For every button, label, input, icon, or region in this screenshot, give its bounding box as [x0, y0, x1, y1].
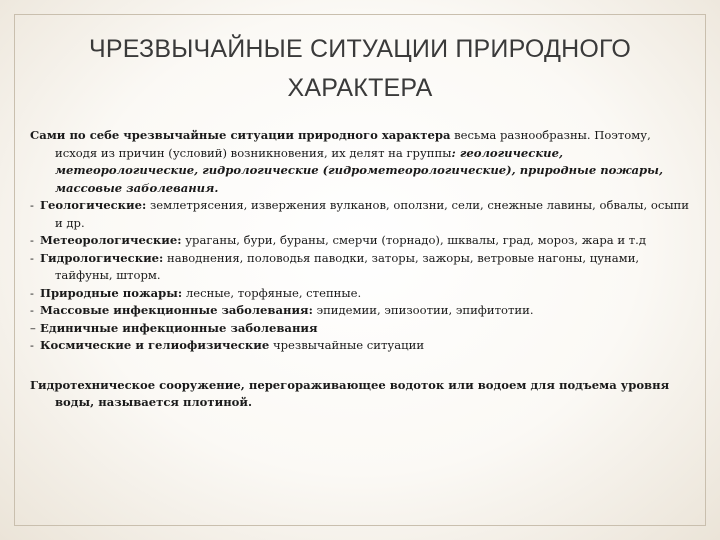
- list-item-term: Гидрологические:: [40, 250, 164, 265]
- list-item-text: чрезвычайные ситуации: [269, 338, 425, 352]
- intro-groups: : геологические, метеорологические, гидрологические (гидрометеорологические), природные пожары, массовые заболевания.: [55, 145, 663, 195]
- list-dash: -: [30, 285, 34, 300]
- list-item: [30, 320, 696, 338]
- list-dash: –: [30, 320, 36, 335]
- slide-body: [30, 127, 696, 412]
- list-item-text: лесные, торфяные, степные.: [182, 285, 362, 300]
- slide-title-line-1: ЧРЕЗВЫЧАЙНЫЕ СИТУАЦИИ ПРИРОДНОГО: [88, 35, 632, 63]
- spacer: [30, 355, 696, 377]
- list-item: [30, 250, 696, 285]
- list-dash: -: [30, 303, 34, 317]
- list-item-term: Природные пожары:: [40, 285, 183, 300]
- list-item-text: эпидемии, эпизоотии, эпифитотии.: [312, 303, 534, 317]
- list-item-term: Массовые инфекционные заболевания:: [40, 303, 313, 317]
- list-dash: -: [30, 250, 34, 265]
- slide-title: [30, 30, 690, 108]
- list-dash: -: [30, 233, 34, 247]
- list-item: [30, 197, 696, 232]
- list-item-text: землетрясения, извержения вулканов, оползни, сели, снежные лавины, обвалы, осыпи и др.: [55, 198, 689, 230]
- list-item-text: ураганы, бури, бураны, смерчи (торнадо), шквалы, град, мороз, жара и т.д: [181, 233, 646, 247]
- list-item-term: Космические и гелиофизические: [40, 338, 270, 352]
- intro-text: весьма разнообразны. Поэтому, исходя из причин (условий) возникновения, их делят на группы: [55, 128, 651, 160]
- list-dash: -: [30, 338, 34, 352]
- list-item: [30, 337, 696, 355]
- intro-paragraph: [30, 127, 696, 197]
- list-item: [30, 232, 696, 250]
- list-item-term: Единичные инфекционные заболевания: [40, 320, 318, 335]
- list-item-term: Геологические:: [40, 198, 147, 212]
- list-item-term: Метеорологические:: [40, 233, 182, 247]
- list-item: [30, 302, 696, 320]
- definition-paragraph: Гидротехническое сооружение, перегораживающее водоток или водоем для подъема уровня воды, называется плотиной.: [30, 377, 670, 409]
- list-item-text: наводнения, половодья паводки, заторы, зажоры, ветровые нагоны, цунами, тайфуны, шторм.: [55, 250, 640, 282]
- list-dash: -: [30, 198, 34, 212]
- slide-title-line-2: ХАРАКТЕРА: [287, 74, 433, 102]
- list-item: [30, 285, 696, 303]
- intro-lead: Сами по себе чрезвычайные ситуации природного характера: [30, 128, 451, 142]
